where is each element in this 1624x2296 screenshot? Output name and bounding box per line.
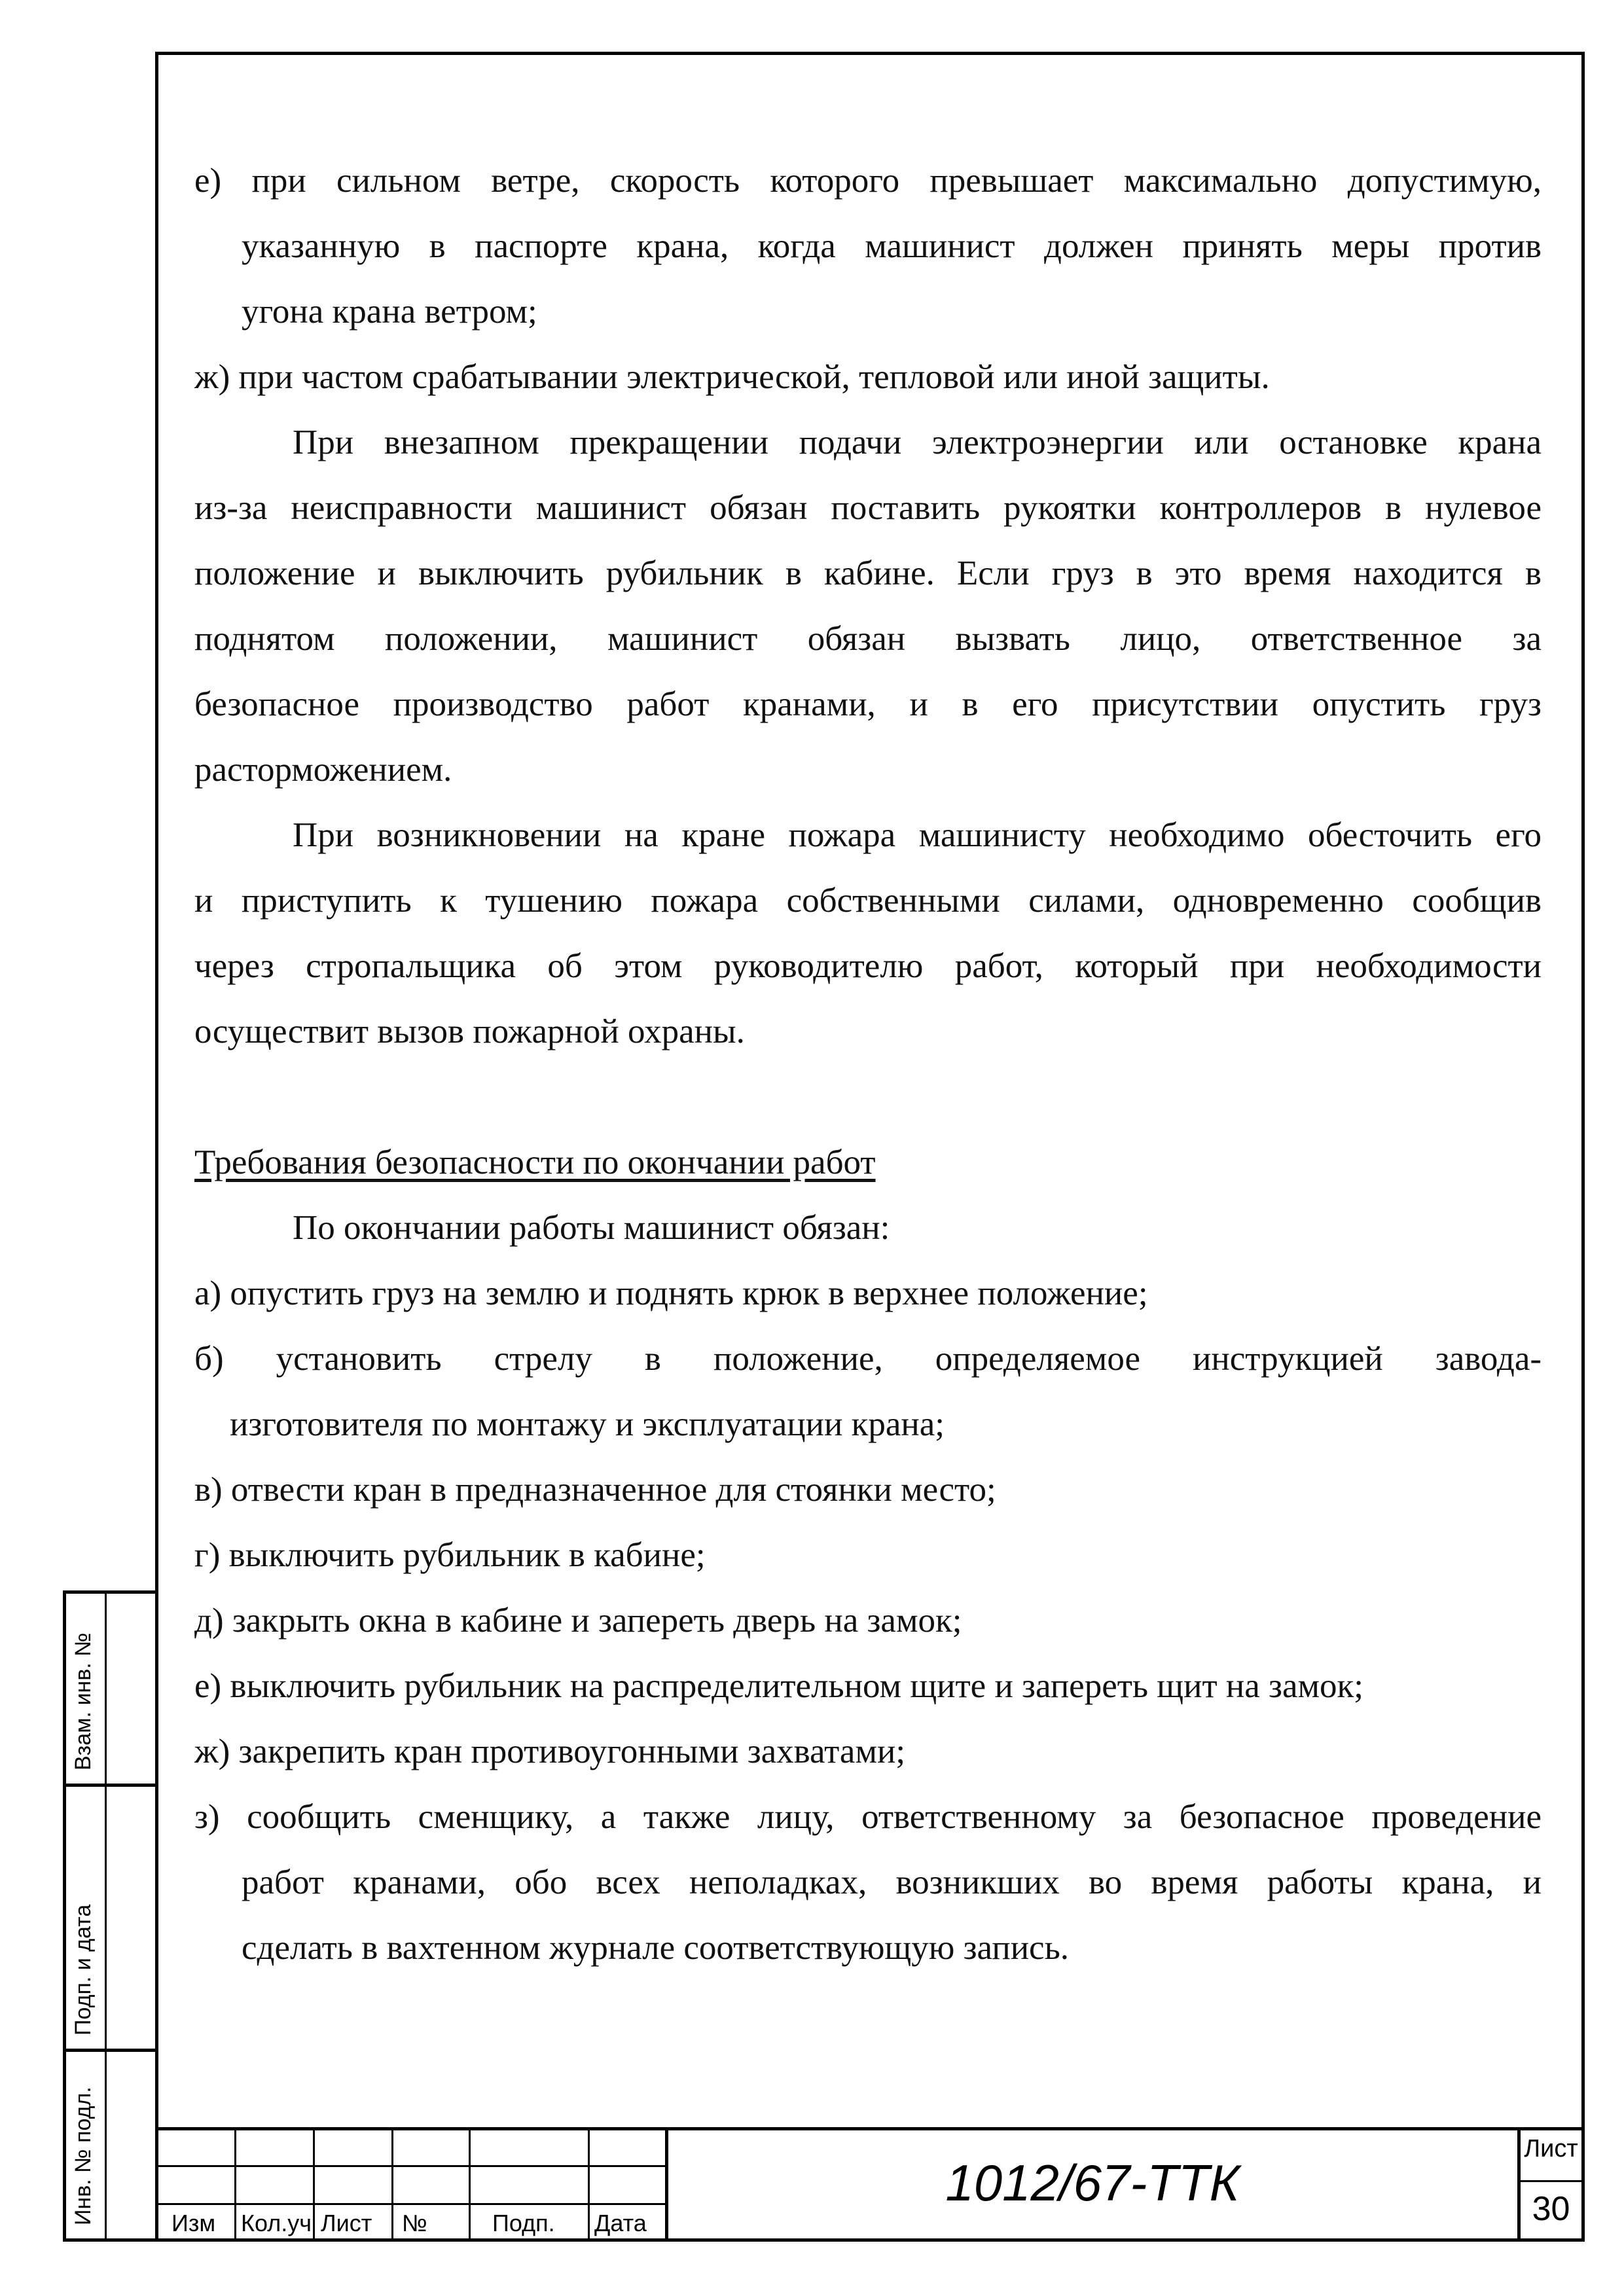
stamp-column-izm: Изм [171,2210,216,2236]
side-label-podp-data: Подп. и дата [71,1904,96,2036]
text-line: сделать в вахтенном журнале соответствующую запись. [242,1929,1070,1967]
text-line: работ кранами, обо всех неполадках, возникших во время работы крана, и [242,1863,1542,1901]
side-label-inv-podl: Инв. № подл. [71,2087,96,2225]
text-line: осуществит вызов пожарной охраны. [194,1013,745,1050]
text-line: в) отвести кран в предназначенное для стоянки место; [194,1471,996,1509]
text-line: положение и выключить рубильник в кабине. Если груз в это время находится в [194,554,1542,592]
text-line: изготовителя по монтажу и эксплуатации крана; [230,1405,945,1443]
document-code: 1012/67-ТТК [945,2154,1240,2212]
text-line: б) установить стрелу в положение, определяемое инструкцией завода- [194,1340,1542,1378]
text-line: з) сообщить сменщику, а также лицу, ответственному за безопасное проведение [194,1798,1542,1836]
text-line: е) при сильном ветре, скорость которого превышает максимально допустимую, [194,162,1542,200]
text-line: При возникновении на кране пожара машинисту необходимо обесточить его [293,816,1542,854]
text-line: из-за неисправности машинист обязан поставить рукоятки контроллеров в нулевое [194,489,1542,527]
stamp-column-kol-uch: Кол.уч [241,2210,312,2236]
text-line: г) выключить рубильник в кабине; [194,1536,706,1574]
text-line: ж) закрепить кран противоугонными захватами; [194,1732,906,1770]
text-line: поднятом положении, машинист обязан вызвать лицо, ответственное за [194,620,1542,658]
text-line: и приступить к тушению пожара собственными силами, одновременно сообщив [194,882,1542,920]
text-line: расторможением. [194,751,452,789]
stamp-column-number: № [402,2210,427,2236]
text-line: ж) при частом срабатывании электрической, тепловой или иной защиты. [194,358,1270,396]
text-line: безопасное производство работ кранами, и в его присутствии опустить груз [194,685,1542,723]
text-line: е) выключить рубильник на распределительном щите и запереть щит на замок; [194,1667,1364,1705]
stamp-column-list: Лист [321,2210,372,2236]
text-line: а) опустить груз на землю и поднять крюк в верхнее положение; [194,1274,1148,1312]
text-line: д) закрыть окна в кабине и запереть дверь на замок; [194,1602,962,1640]
text-line: По окончании работы машинист обязан: [293,1209,890,1247]
text-line: При внезапном прекращении подачи электроэнергии или остановке крана [293,423,1542,461]
sheet-number: 30 [1532,2190,1570,2228]
text-line: через стропальщика об этом руководителю работ, который при необходимости [194,947,1542,985]
side-label-vzam-inv: Взам. инв. № [71,1632,96,1770]
stamp-column-signature: Подп. [492,2210,555,2236]
text-line: указанную в паспорте крана, когда машинист должен принять меры против [242,227,1542,265]
stamp-column-date: Дата [594,2210,647,2236]
text-line: угона крана ветром; [242,293,537,331]
sheet-label: Лист [1524,2135,1578,2162]
section-heading: Требования безопасности по окончании работ [194,1143,876,1181]
